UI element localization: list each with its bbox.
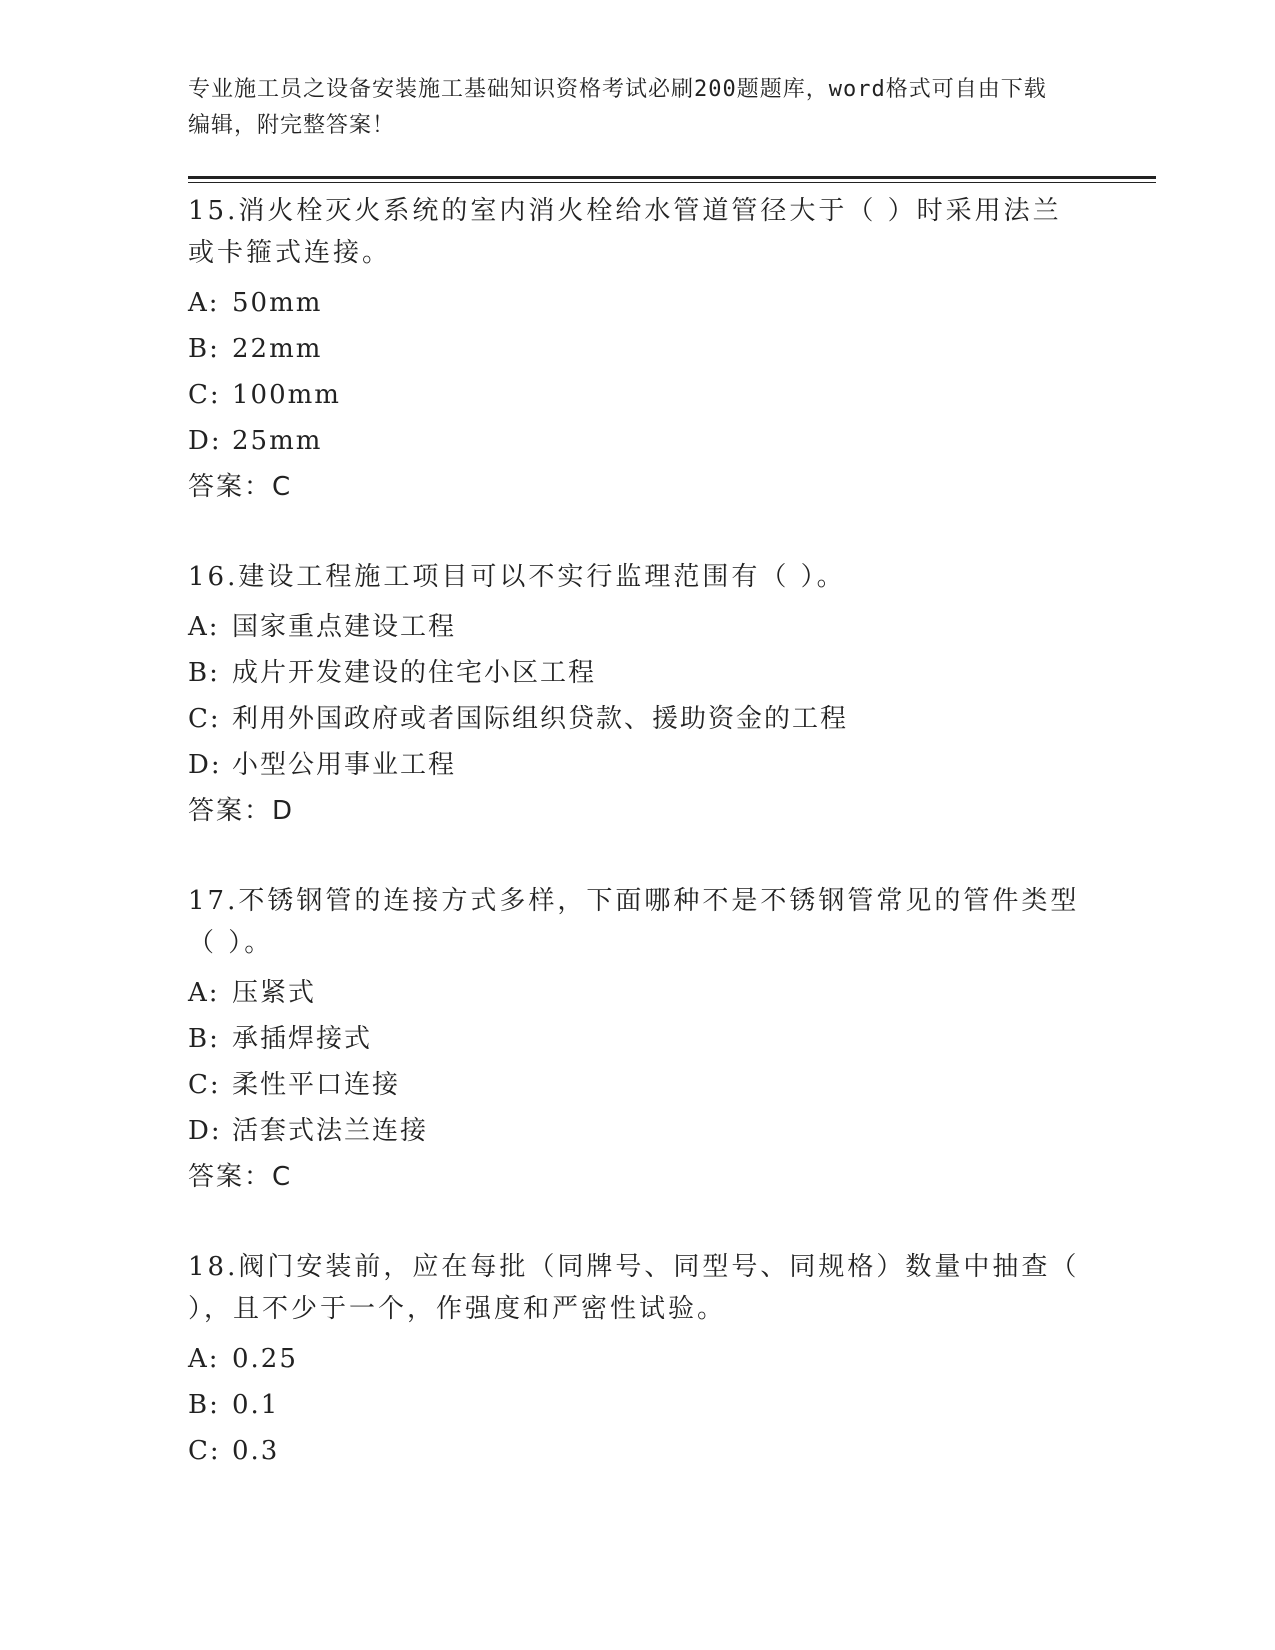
option-text: 成片开发建设的住宅小区工程 — [232, 658, 597, 688]
option-letter: A: — [188, 288, 220, 318]
option-letter: D: — [188, 1116, 222, 1146]
answer-line: 答案：C — [188, 472, 293, 502]
option-letter: C: — [188, 1070, 221, 1100]
option-c — [188, 1062, 1088, 1108]
option-letter: A: — [188, 612, 220, 642]
option-letter: A: — [188, 978, 220, 1008]
option-d — [188, 1108, 1088, 1154]
question-stem: 16.建设工程施工项目可以不实行监理范围有（ ）。 — [188, 562, 846, 592]
answer-line: 答案：D — [188, 796, 295, 826]
option-c — [188, 372, 1088, 418]
option-text: 柔性平口连接 — [232, 1070, 401, 1100]
option-text: 0.25 — [232, 1344, 298, 1374]
option-a — [188, 604, 1088, 650]
option-text: 50mm — [232, 288, 323, 318]
option-letter: B: — [188, 1390, 220, 1420]
option-b — [188, 326, 1088, 372]
option-letter: B: — [188, 1024, 220, 1054]
option-letter: C: — [188, 704, 221, 734]
option-a — [188, 280, 1088, 326]
option-text: 承插焊接式 — [232, 1024, 373, 1054]
question-list — [188, 190, 1088, 1520]
option-b — [188, 1016, 1088, 1062]
option-b — [188, 650, 1088, 696]
document-header: 专业施工员之设备安装施工基础知识资格考试必刷200题题库，word格式可自由下载编辑，附完整答案！ — [188, 77, 1047, 138]
option-c — [188, 696, 1088, 742]
question-stem: 17.不锈钢管的连接方式多样，下面哪种不是不锈钢管常见的管件类型（ ）。 — [188, 886, 1080, 958]
option-text: 0.1 — [232, 1390, 280, 1420]
option-letter: D: — [188, 750, 222, 780]
option-text: 利用外国政府或者国际组织贷款、援助资金的工程 — [232, 704, 849, 734]
option-text: 22mm — [232, 334, 323, 364]
option-b — [188, 1382, 1088, 1428]
option-letter: C: — [188, 380, 221, 410]
option-text: 国家重点建设工程 — [232, 612, 457, 642]
option-text: 25mm — [232, 426, 323, 456]
option-a — [188, 1336, 1088, 1382]
option-letter: D: — [188, 426, 222, 456]
option-letter: B: — [188, 658, 220, 688]
answer-line: 答案：C — [188, 1162, 293, 1192]
option-a — [188, 970, 1088, 1016]
option-letter: C: — [188, 1436, 221, 1466]
option-letter: B: — [188, 334, 220, 364]
option-text: 100mm — [232, 380, 341, 410]
question-stem: 15.消火栓灭火系统的室内消火栓给水管道管径大于（ ）时采用法兰或卡箍式连接。 — [188, 196, 1062, 268]
option-text: 0.3 — [232, 1436, 280, 1466]
question-17 — [188, 880, 1088, 1200]
option-d — [188, 742, 1088, 788]
option-c — [188, 1428, 1088, 1474]
question-15 — [188, 190, 1088, 510]
question-18 — [188, 1246, 1088, 1474]
option-text: 压紧式 — [232, 978, 317, 1008]
option-d — [188, 418, 1088, 464]
question-16 — [188, 556, 1088, 834]
option-text: 小型公用事业工程 — [232, 750, 457, 780]
header-divider-thin — [188, 182, 1156, 183]
option-text: 活套式法兰连接 — [232, 1116, 429, 1146]
option-letter: A: — [188, 1344, 220, 1374]
header-divider-thick — [188, 176, 1156, 179]
question-stem: 18.阀门安装前，应在每批（同牌号、同型号、同规格）数量中抽查（ ），且不少于一个，作强度和严密性试验。 — [188, 1252, 1080, 1324]
